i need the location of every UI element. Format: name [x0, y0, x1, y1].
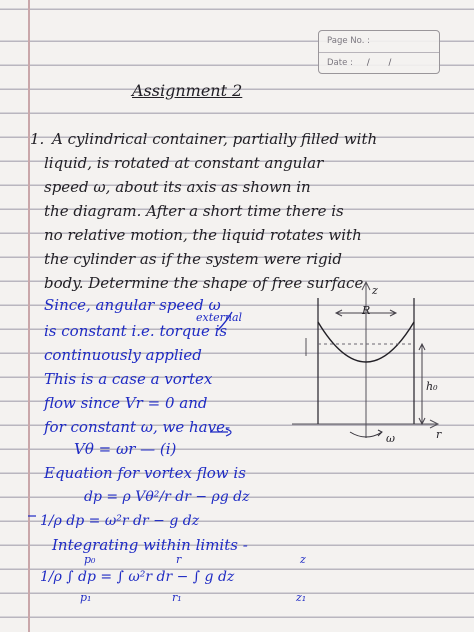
limit-p-lower: p₁: [80, 591, 92, 604]
answer-line-1: Since, angular speed ω: [44, 296, 221, 314]
date-label: Date :: [327, 58, 353, 68]
limit-r-lower: r₁: [172, 591, 182, 604]
answer-insert-word: external: [196, 311, 243, 324]
answer-line-2: is constant i.e. torque is: [44, 322, 228, 340]
z-axis-label: z: [372, 284, 378, 297]
answer-line-11: Integrating within limits -: [52, 536, 248, 554]
question-line-2: liquid, is rotated at constant angular: [44, 154, 324, 172]
limit-z-upper: z: [300, 553, 306, 566]
limit-r-upper: r: [176, 553, 182, 566]
page-no-label: Page No. :: [327, 36, 370, 46]
answer-line-9: dp = ρ Vθ²/r dr − ρg dz: [84, 489, 250, 505]
question-number: 1.: [30, 130, 45, 148]
question-line-6: the cylinder as if the system were rigid: [44, 250, 343, 268]
limit-z-lower: z₁: [296, 591, 307, 604]
answer-line-5: flow since Vr = 0 and: [44, 394, 208, 412]
answer-line-10: 1/ρ dp = ω²r dr − g dz: [40, 513, 200, 529]
question-line-4: the diagram. After a short time there is: [44, 202, 344, 220]
answer-line-6: for constant ω, we have-: [44, 418, 231, 436]
question-line-1: A cylindrical container, partially filled with: [52, 130, 378, 148]
page-title: Assignment 2: [132, 81, 243, 100]
question-line-3: speed ω, about its axis as shown in: [44, 178, 311, 196]
answer-line-8: Equation for vortex flow is: [44, 464, 246, 482]
answer-line-3: continuously applied: [44, 346, 202, 364]
omega-label: ω: [386, 432, 395, 445]
answer-line-12: 1/ρ ∫ dp = ∫ ω²r dr − ∫ g dz: [40, 569, 235, 585]
date-value: / /: [366, 58, 400, 68]
question-line-7: body. Determine the shape of free surface: [44, 274, 364, 292]
question-line-5: no relative motion, the liquid rotates with: [44, 226, 362, 244]
answer-line-4: This is a case a vortex: [44, 370, 213, 388]
r-axis-label: r: [436, 428, 442, 441]
radius-label: R: [362, 304, 371, 317]
limit-p-upper: p₀: [84, 553, 96, 566]
answer-line-7: Vθ = ωr — (i): [74, 440, 177, 458]
height-label: h₀: [426, 380, 438, 393]
